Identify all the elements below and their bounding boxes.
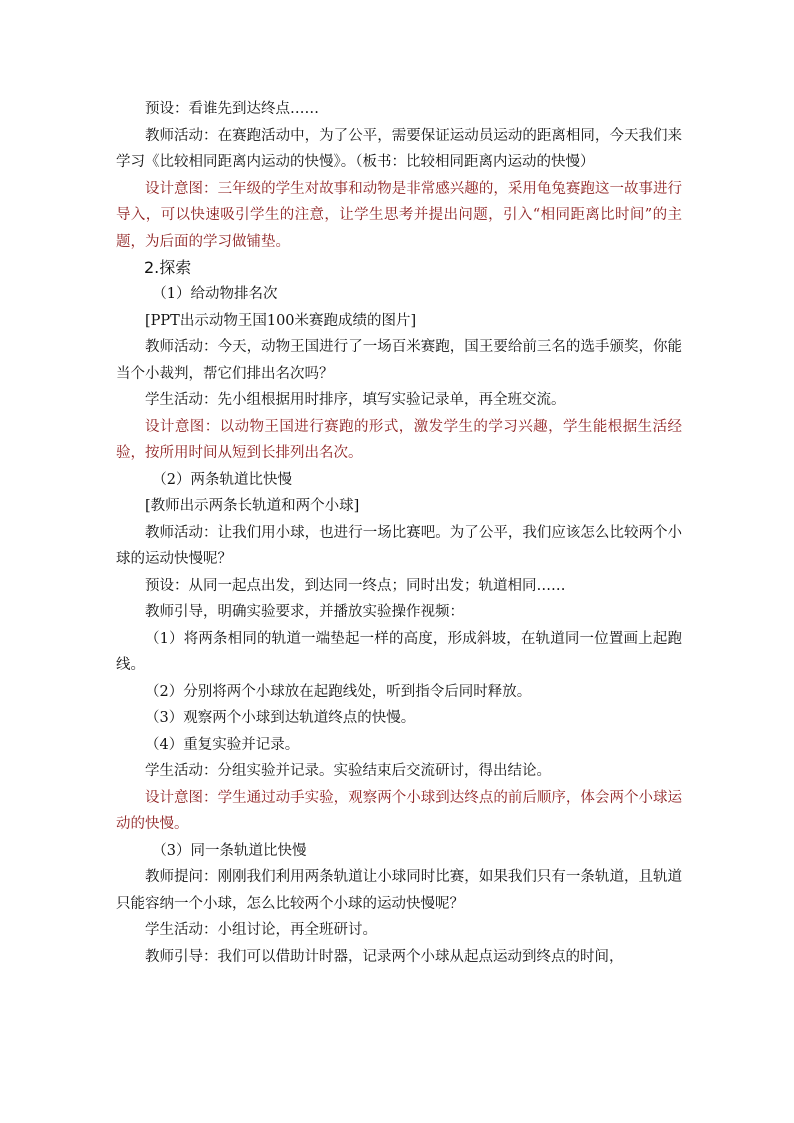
teacher-question-paragraph: 教师提问：刚刚我们利用两条轨道让小球同时比赛，如果我们只有一条轨道，且轨道只能容纳一个小球，怎么比较两个小球的运动快慢呢？ (116, 869, 682, 912)
experiment-step: （1）将两条相同的轨道一端垫起一样的高度，形成斜坡，在轨道同一位置画上起跑线。 (116, 630, 682, 673)
student-activity-paragraph: 学生活动：小组讨论，再全班研讨。 (145, 922, 377, 938)
subsection-heading: （2）两条轨道比快慢 (152, 471, 292, 488)
experiment-step: （4）重复实验并记录。 (145, 736, 300, 753)
teacher-activity-paragraph: 教师活动：今天，动物王国进行了一场百米赛跑，国王要给前三名的选手颁奖，你能当个小裁判，帮它们排出名次吗？ (116, 339, 682, 382)
teacher-guide-paragraph: 教师引导：我们可以借助计时器，记录两个小球从起点运动到终点的时间， (145, 948, 624, 965)
design-intent-paragraph: 设计意图：以动物王国进行赛跑的形式，激发学生的学习兴趣，学生能根据生活经验，按所用时间从短到长排列出名次。 (116, 418, 682, 461)
student-activity-paragraph: 学生活动：分组实验并记录。实验结束后交流研讨，得出结论。 (145, 763, 551, 779)
ppt-note-paragraph: [PPT出示动物王国100米赛跑成绩的图片] (145, 312, 417, 329)
student-activity-paragraph: 学生活动：先小组根据用时排序，填写实验记录单，再全班交流。 (145, 392, 566, 408)
teacher-guide-paragraph: 教师引导，明确实验要求，并播放实验操作视频： (145, 604, 464, 620)
section-heading-explore: 2.探索 (144, 258, 192, 277)
subsection-heading: （1）给动物排名次 (152, 286, 278, 302)
experiment-step: （2）分别将两个小球放在起跑线处，听到指令后同时释放。 (145, 683, 532, 700)
design-intent-paragraph: 设计意图：三年级的学生对故事和动物是非常感兴趣的，采用龟兔赛跑这一故事进行导入，可以快速吸引学生的注意，让学生思考并提出问题，引入“相同距离比时间”的主题，为后面的学习做铺垫。 (116, 180, 682, 250)
document-page (116, 96, 682, 970)
teacher-activity-paragraph: 教师活动：让我们用小球，也进行一场比赛吧。为了公平，我们应该怎么比较两个小球的运动快慢呢？ (116, 524, 682, 567)
design-intent-paragraph: 设计意图：学生通过动手实验，观察两个小球到达终点的前后顺序，体会两个小球运动的快慢。 (116, 789, 682, 832)
preset-paragraph: 预设：看谁先到达终点…… (145, 101, 319, 117)
experiment-step: （3）观察两个小球到达轨道终点的快慢。 (145, 710, 416, 726)
preset-paragraph: 预设：从同一起点出发，到达同一终点；同时出发；轨道相同…… (145, 577, 566, 594)
teacher-demo-note-paragraph: [教师出示两条长轨道和两个小球] (145, 498, 360, 514)
subsection-heading: （3）同一条轨道比快慢 (152, 842, 307, 859)
teacher-activity-paragraph: 教师活动：在赛跑活动中，为了公平，需要保证运动员运动的距离相同，今天我们来学习《比较相同距离内运动的快慢》。（板书：比较相同距离内运动的快慢） (116, 127, 682, 170)
